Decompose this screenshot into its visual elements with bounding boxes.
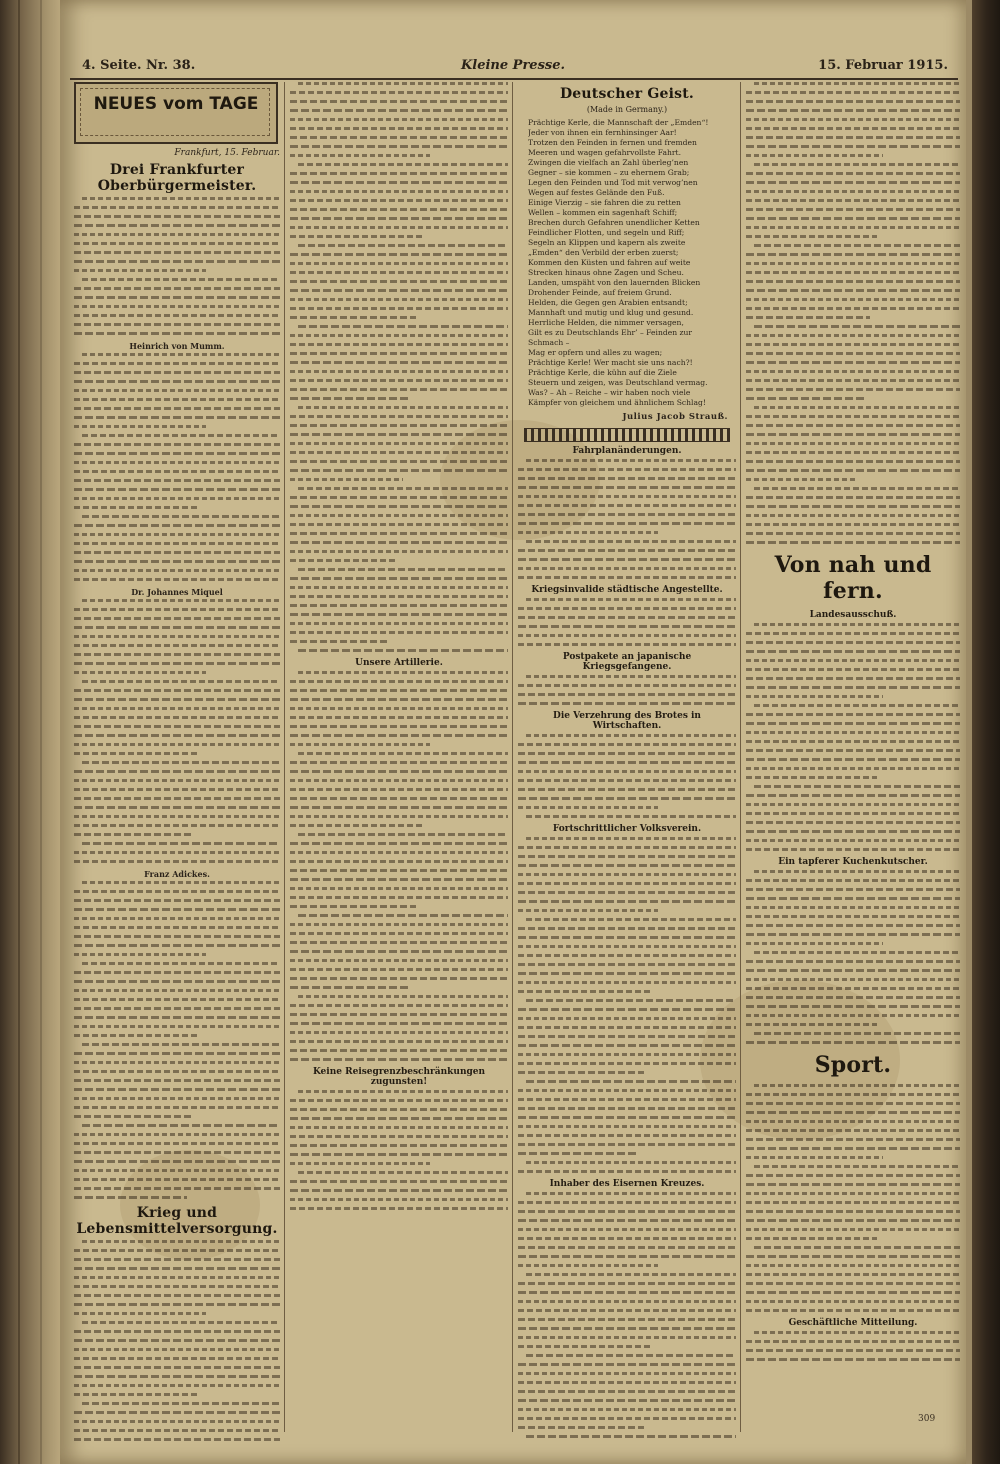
section-heading: Ein tapferer Kuchenkutscher. [778, 857, 928, 867]
illegible-text-block [518, 598, 736, 646]
poem-line: Was? – Ah – Reiche – wir haben noch viele [528, 388, 691, 397]
article-headline: Krieg und Lebensmittelversorgung. [76, 1205, 278, 1237]
poem-line: Brechen durch Gefahren unendlicher Ketten [528, 218, 700, 227]
section-heading: Kriegsinvalide städtische Angestellte. [531, 585, 723, 595]
illegible-text-block [290, 82, 508, 652]
poem-line: Gegner – sie kommen – zu ehernem Grab; [528, 168, 690, 177]
column-3 [518, 82, 736, 1442]
poem-title: Deutscher Geist. [559, 86, 695, 102]
poem-line: Wellen – kommen ein sagenhaft Schiff; [528, 208, 678, 217]
poem-line: Schmach – [528, 338, 570, 347]
poem-line: Trotzen den Feinden in fernen und fremden [528, 138, 697, 147]
column-2 [290, 82, 508, 1442]
illegible-text-block [74, 881, 280, 1199]
poem-line: Kämpfer von gleichem und ähnlichem Schlag! [528, 398, 706, 407]
poem-body [518, 118, 736, 408]
dateline: Frankfurt, 15. Februar. [174, 148, 280, 158]
poem-line: Gilt es zu Deutschlands Ehr’ – Feinden zur [528, 328, 693, 337]
section-name: Franz Adickes. [144, 869, 210, 879]
illegible-text-block [74, 1240, 280, 1442]
poem-line: Legen den Feinden und Tod mit verwog’nen [528, 178, 698, 187]
illegible-text-block [746, 1084, 960, 1312]
page-number: 309 [918, 1414, 936, 1424]
poem-subtitle: (Made in Germany.) [586, 105, 668, 114]
section-heading: Fahrplanänderungen. [572, 446, 682, 456]
section-heading: Die Verzehrung des Brotes in Wirtschaften. [553, 711, 701, 731]
illegible-text-block [290, 1090, 508, 1210]
section-heading: Inhaber des Eisernen Kreuzes. [549, 1179, 705, 1189]
poem-stanza [528, 278, 736, 318]
poem-line: Wegen auf festes Gelände den Fuß. [528, 188, 665, 197]
masthead-logo [74, 82, 278, 144]
illegible-text-block [290, 671, 508, 1061]
poem-stanza [528, 348, 736, 368]
illegible-text-block [746, 1331, 960, 1361]
page-label: 4. Seite. Nr. 38. [82, 58, 196, 73]
poem-line: Mag er opfern und alles zu wagen; [528, 348, 663, 357]
section-headline: Sport. [814, 1052, 892, 1078]
poem-line: Einige Vierzig – sie fahren die zu retten [528, 198, 681, 207]
section-heading: Postpakete an japanische Kriegsgefangene. [562, 652, 692, 672]
poem-stanza [528, 368, 736, 408]
newspaper-page [60, 0, 966, 1464]
section-heading: Keine Reisegrenzbeschränkungen zugunsten! [312, 1067, 486, 1087]
column-1 [74, 82, 280, 1442]
poem-line: Feindlicher Flotten, und segeln und Riff; [528, 228, 685, 237]
illegible-text-block [746, 82, 960, 544]
column-rule [512, 82, 513, 1432]
illegible-text-block [74, 353, 280, 581]
section-heading: Fortschrittlicher Volksverein. [552, 824, 702, 834]
column-rule [740, 82, 741, 1432]
article-headline: Drei Frankfurter Oberbürgermeister. [97, 162, 257, 194]
poem-line: Meeren und wagen gefahrvollste Fahrt. [528, 148, 681, 157]
section-headline: Von nah und fern. [774, 552, 932, 604]
illegible-text-block [74, 599, 280, 863]
section-heading: Unsere Artillerie. [355, 658, 443, 668]
poem-line: Prächtige Kerle, die Mannschaft der „Emden“! [528, 118, 709, 127]
poem-line: Landen, umspäht von den lauernden Blicken [528, 278, 701, 287]
newspaper-title: Kleine Presse. [460, 58, 566, 73]
poem-stanza [528, 318, 736, 348]
poem-line: Helden, die Gegen gen Arabien entsandt; [528, 298, 688, 307]
illegible-text-block [746, 870, 960, 1044]
poem-line: Prächtige Kerle, die kühn auf die Ziele [528, 368, 677, 377]
section-heading: Landesausschuß. [809, 610, 897, 620]
section-name: Heinrich von Mumm. [129, 341, 225, 351]
illegible-text-block [518, 1192, 736, 1442]
page-edge [966, 0, 1000, 1464]
ornament-divider [524, 428, 730, 442]
poem-line: Jeder von ihnen ein fernhinsinger Aar! [528, 128, 677, 137]
section-name: Dr. Johannes Miquel [131, 587, 223, 597]
poem-author: Julius Jacob Strauß. [622, 412, 728, 422]
poem-line: Strecken hinaus ohne Zagen und Scheu. [528, 268, 684, 277]
poem-line: „Emden“ den Verbild der erben zuerst; [528, 248, 679, 257]
illegible-text-block [74, 197, 280, 335]
poem-line: Steuern und zeigen, was Deutschland vermag. [528, 378, 708, 387]
column-rule [284, 82, 285, 1432]
poem-stanza [528, 158, 736, 198]
poem-stanza [528, 238, 736, 278]
poem-line: Prächtige Kerle! Wer macht sie uns nach?! [528, 358, 693, 367]
poem-line: Mannhaft und mutig und klug und gesund. [528, 308, 694, 317]
masthead-text: NEUES vom TAGE [93, 94, 259, 114]
book-binding [0, 0, 60, 1464]
poem-stanza [528, 198, 736, 238]
poem-line: Segeln an Klippen und kapern als zweite [528, 238, 686, 247]
header-rule [70, 78, 958, 80]
poem-line: Kommen den Küsten und fahren auf weite [528, 258, 691, 267]
page-header [70, 58, 956, 76]
issue-date: 15. Februar 1915. [818, 58, 948, 73]
poem-stanza [528, 118, 736, 158]
section-heading: Geschäftliche Mitteilung. [788, 1318, 918, 1328]
illegible-text-block [518, 459, 736, 579]
poem-line: Drohender Feinde, auf freiem Grund. [528, 288, 672, 297]
illegible-text-block [518, 675, 736, 705]
illegible-text-block [518, 734, 736, 818]
poem-line: Zwingen die vielfach an Zahl überleg’nen [528, 158, 689, 167]
column-4 [746, 82, 960, 1442]
illegible-text-block [518, 837, 736, 1173]
poem-line: Herrliche Helden, die nimmer versagen, [528, 318, 684, 327]
illegible-text-block [746, 623, 960, 851]
